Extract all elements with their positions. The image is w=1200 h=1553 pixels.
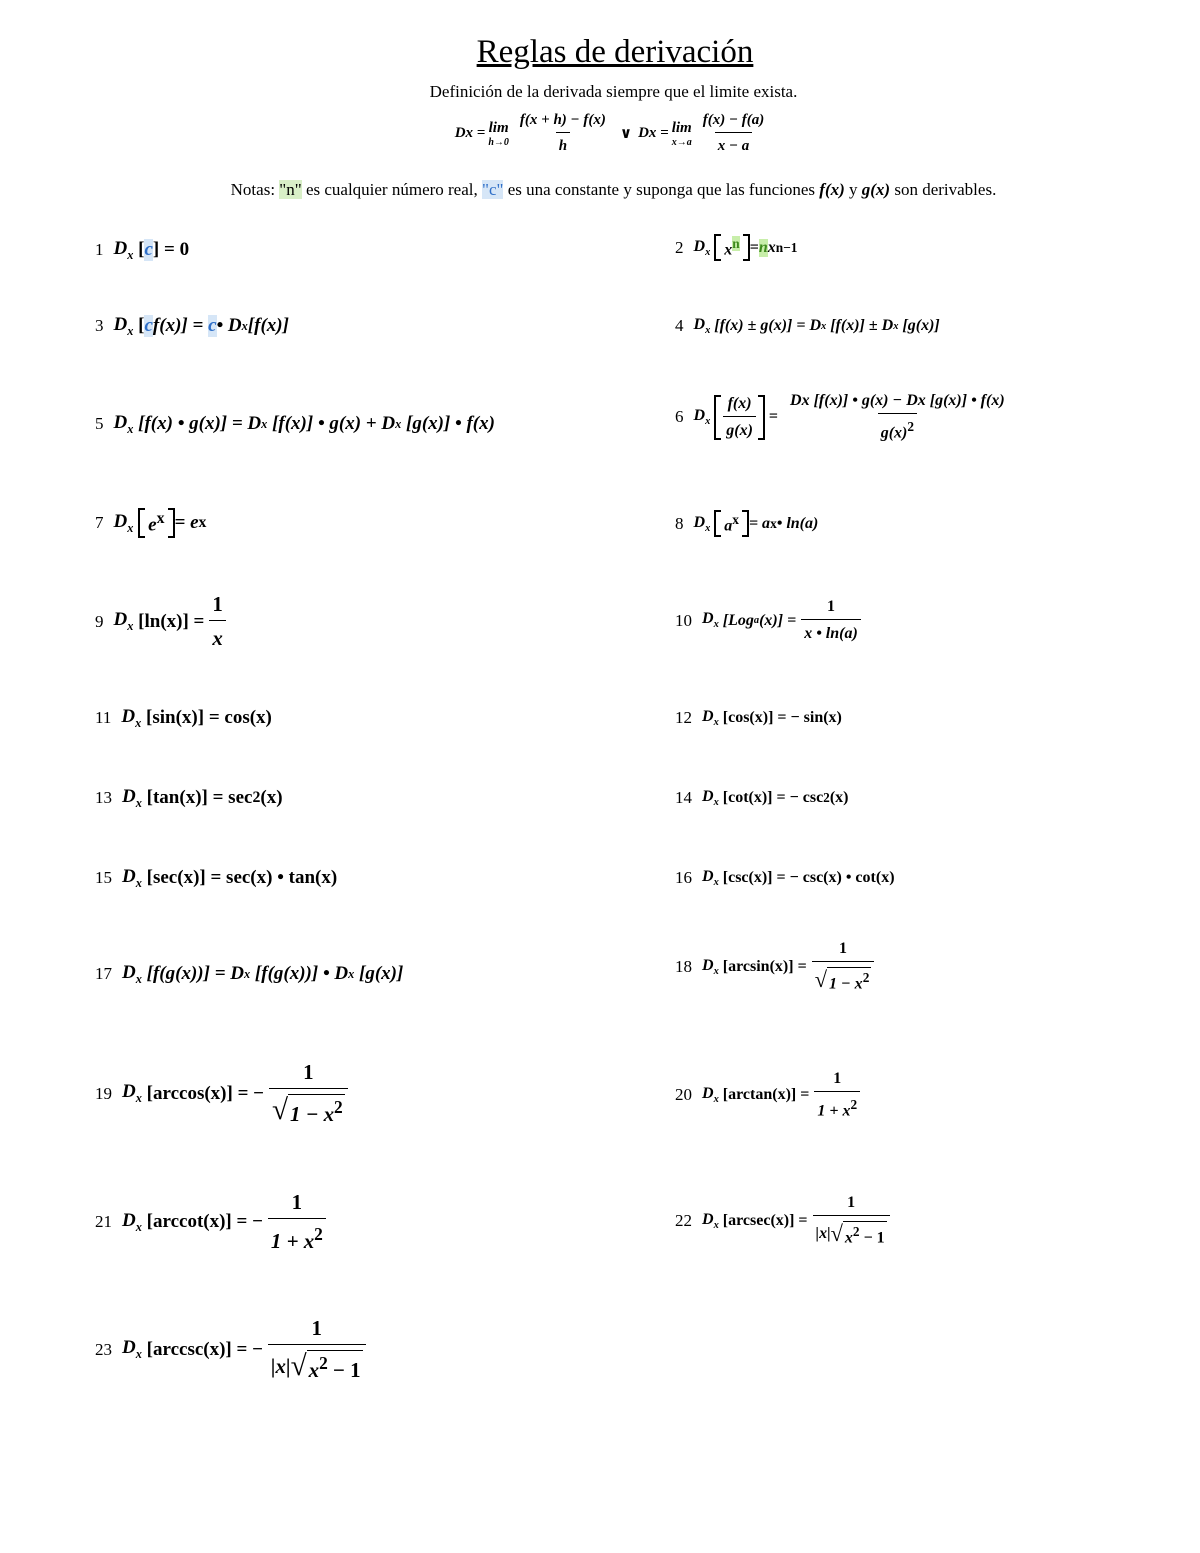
dx-operator: $D_x$ (702, 868, 719, 889)
bracket: $\frac{f(x)}{g(x)}$ (714, 395, 765, 440)
dx-operator: $D_x$ (122, 1337, 142, 1361)
lim-operator: lim (488, 119, 509, 136)
dx-operator: $D_x$ (122, 1081, 142, 1105)
lim-subscript: h→0 (488, 136, 509, 148)
c-highlight: "c" (482, 180, 504, 199)
function-g: g(x) (861, 180, 891, 199)
lim-subscript: x→a (671, 136, 692, 148)
bracket: $x^n$ (714, 234, 749, 261)
rule-number: 7 (95, 513, 104, 533)
rule-number: 22 (675, 1210, 692, 1230)
rule-22: 22 $D_x$ [arcsec(x)] = 1 |x| √ $x^2 - 1$ (675, 1194, 895, 1247)
rule-9: 9 $D_x$ [ln(x)] = $\frac{1}{x}$ (95, 592, 231, 651)
notes-text: y (844, 180, 862, 199)
rule-number: 2 (675, 237, 684, 257)
rule-number: 19 (95, 1083, 112, 1103)
definition-caption: Definición de la derivada siempre que el limite exista. (429, 82, 798, 101)
rule-12: 12 $D_x$ [cos(x)] = − sin(x) (675, 708, 842, 729)
rule-number: 17 (95, 964, 112, 984)
coefficient-n: n (758, 238, 768, 256)
rule-number: 3 (95, 316, 104, 336)
rule-number: 9 (95, 611, 104, 631)
dx-operator: $D_x$ (702, 956, 719, 977)
dx-operator: $D_x$ (121, 706, 142, 730)
dx-operator: $D_x$ (122, 786, 142, 810)
dx-operator: $D_x$ (702, 708, 719, 729)
denominator: h (556, 132, 570, 155)
rule-16: 16 $D_x$ [csc(x)] = − csc(x) • cot(x) (675, 868, 895, 889)
dx-operator: $D_x$ (702, 610, 719, 631)
rule-number: 11 (95, 708, 112, 728)
rule-10: 10 $D_x$ [Log a (x)] = $\frac{1}{x • \ln(a)}$ (675, 598, 866, 643)
definition-lhs-2: Dx = (638, 125, 669, 141)
rule-15: 15 $D_x$ [sec(x)] = sec(x) • tan(x) (95, 866, 338, 890)
rule-6: 6 $D_x$ $\frac{f(x)}{g(x)}$ = $\frac{Dx [f(x)] • g(x) - Dx [g(x)] • f(x)}{g(x)^2}$ (675, 392, 1013, 442)
function-f: f(x) (819, 180, 845, 199)
dx-operator: $D_x$ (693, 513, 711, 534)
rule-13: 13 $D_x$ [tan(x)] = sec 2 (x) (95, 786, 283, 810)
limit-h (488, 120, 509, 148)
rule-number: 18 (675, 956, 692, 976)
rule-19: 19 $D_x$ [arccos(x)] = − 1 √ $1 - x^2$ (95, 1060, 353, 1127)
dx-operator: $D_x$ (693, 237, 711, 258)
numerator: f(x + h) − f(x) (519, 112, 606, 128)
lim-operator: lim (671, 119, 692, 136)
rule-number: 5 (95, 414, 104, 434)
notes-text: son derivables. (890, 180, 997, 199)
rule-4: 4 $D_x$ [f(x) ± g(x)] = D x [f(x)] ± D x [g(x)] (675, 316, 940, 337)
rule-number: 4 (675, 316, 684, 336)
definition-fraction-2 (700, 112, 768, 155)
rule-8: 8 $D_x$ $a^x$ = a x • ln(a) (675, 510, 818, 537)
rule-11: 11 $D_x$ [sin(x)] = cos(x) (95, 706, 272, 730)
rule-number: 16 (675, 868, 692, 888)
or-symbol: ∨ (619, 126, 633, 142)
rule-number: 13 (95, 788, 112, 808)
notes-line (0, 180, 1200, 200)
exponent-n: n (732, 236, 740, 251)
rule-number: 15 (95, 868, 112, 888)
n-highlight: "n" (279, 180, 302, 199)
dx-operator: $D_x$ (693, 316, 711, 337)
dx-operator: $D_x$ (122, 962, 142, 986)
dx-operator: $D_x$ (113, 314, 134, 338)
definition-lhs-1: Dx = (454, 125, 486, 141)
rule-7: 7 $D_x$ $e^x$ = e x (95, 508, 206, 538)
rule-number: 20 (675, 1085, 692, 1105)
notes-text: es una constante y suponga que las funciones (503, 180, 820, 199)
rule-3: 3 $D_x$ [ c f(x)] = c • D x [f(x)] (95, 314, 289, 338)
definition-fraction-1 (517, 112, 609, 155)
constant-c: c (208, 315, 217, 337)
dx-operator: $D_x$ (113, 510, 134, 535)
notes-prefix: Notas: (230, 180, 280, 199)
rule-17: 17 $D_x$ [f(g(x))] = D x [f(g(x))] • D x [g(x)] (95, 962, 404, 986)
rule-1: 1 $D_x$ [ c ] = 0 (95, 238, 190, 262)
rule-18: 18 $D_x$ [arcsin(x)] = 1 √ $1 - x^2$ (675, 940, 879, 993)
rule-14: 14 $D_x$ [cot(x)] = − csc 2 (x) (675, 788, 849, 809)
dx-operator: $D_x$ (702, 1085, 719, 1106)
dx-operator: $D_x$ (702, 788, 719, 809)
page-title: Reglas de derivación (476, 34, 754, 70)
rule-number: 23 (95, 1339, 112, 1359)
rule-number: 12 (675, 708, 692, 728)
rule-number: 6 (675, 407, 684, 427)
numerator: f(x) − f(a) (702, 112, 765, 128)
dx-operator: $D_x$ (693, 407, 711, 428)
rule-number: 14 (675, 788, 692, 808)
derivative-definition (0, 112, 1200, 155)
rule-number: 8 (675, 513, 684, 533)
dx-operator: $D_x$ (113, 609, 134, 633)
rule-21: 21 $D_x$ [arccot(x)] = − $\frac{1}{1 + x^2}$ (95, 1190, 331, 1254)
quotient-fraction: $\frac{Dx [f(x)] • g(x) - Dx [g(x)] • f(x)}{g(x)^2}$ (790, 392, 1005, 442)
dx-operator: $D_x$ (122, 1209, 142, 1234)
dx-operator: $D_x$ (702, 1210, 719, 1231)
constant-c: c (144, 239, 153, 261)
notes-text: es cualquier número real, (301, 180, 482, 199)
dx-operator: $D_x$ (113, 238, 134, 262)
limit-a (672, 120, 692, 148)
rule-number: 1 (95, 240, 104, 260)
rule-number: 10 (675, 610, 692, 630)
dx-operator: $D_x$ (113, 412, 134, 436)
rule-23: 23 $D_x$ [arccsc(x)] = − 1 |x| √ $x^2 - 1$ (95, 1316, 371, 1383)
rule-5: 5 $D_x$ [f(x) • g(x)] = D x [f(x)] • g(x) + D x [g(x)] • f(x) (95, 412, 495, 436)
rule-20: 20 $D_x$ [arctan(x)] = $\frac{1}{1 + x^2}$ (675, 1070, 865, 1120)
constant-c: c (144, 315, 153, 337)
rule-2: 2 $D_x$ $x^n$ = n x n−1 (675, 234, 797, 261)
denominator: x − a (715, 132, 753, 155)
dx-operator: $D_x$ (122, 866, 142, 890)
rule-number: 21 (95, 1211, 112, 1231)
